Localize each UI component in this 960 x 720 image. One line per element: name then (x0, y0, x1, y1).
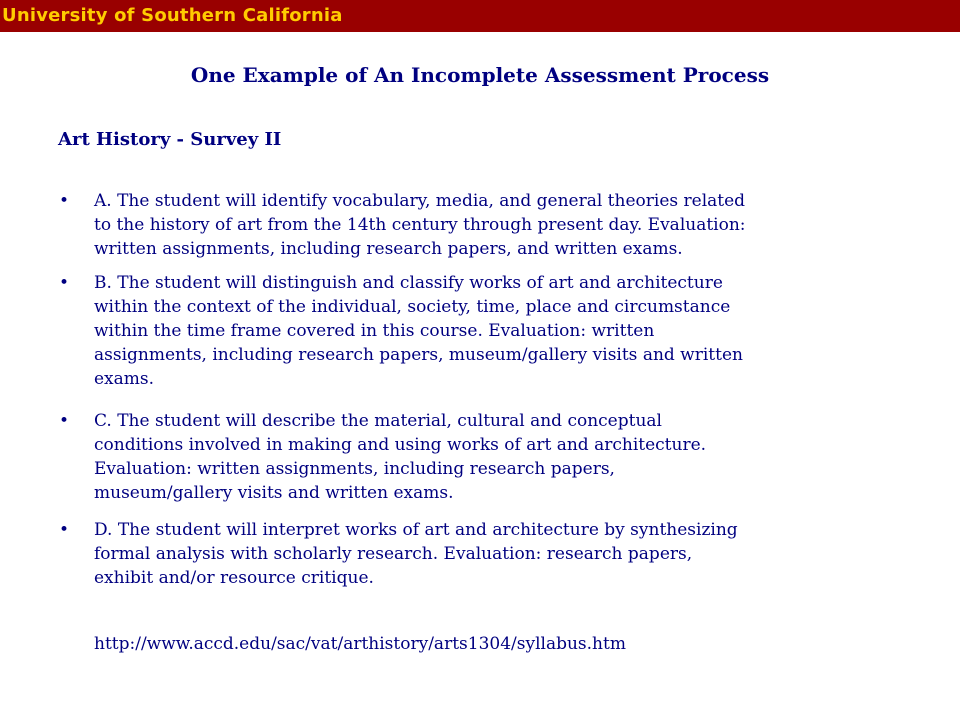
bullet-line: formal analysis with scholarly research. Evaluation: research papers, (94, 544, 693, 564)
syllabus-url: http://www.accd.edu/sac/vat/arthistory/arts1304/syllabus.htm (94, 634, 626, 654)
usc-logo: University of Southern California (2, 5, 343, 26)
bullet-text (94, 271, 919, 391)
bullet-line: written assignments, including research papers, and written exams. (94, 239, 683, 259)
bullet-line: Evaluation: written assignments, including research papers, (94, 459, 615, 479)
bullet-line: B. The student will distinguish and classify works of art and architecture (94, 273, 723, 293)
bullet-line: D. The student will interpret works of art and architecture by synthesizing (94, 520, 738, 540)
bullet-line: C. The student will describe the material, cultural and conceptual (94, 411, 662, 431)
bullet-text (94, 518, 919, 590)
bullet-icon: • (59, 273, 70, 293)
bullet-icon: • (59, 191, 70, 211)
bullet-text (94, 189, 919, 261)
bullet-line: exams. (94, 369, 155, 389)
bullet-line: conditions involved in making and using works of art and architecture. (94, 435, 707, 455)
bullet-icon: • (59, 411, 70, 431)
bullet-line: exhibit and/or resource critique. (94, 568, 374, 588)
bullet-line: assignments, including research papers, museum/gallery visits and written (94, 345, 743, 365)
bullet-text (94, 409, 919, 505)
bullet-line: within the context of the individual, society, time, place and circumstance (94, 297, 731, 317)
bullet-line: to the history of art from the 14th century through present day. Evaluation: (94, 215, 746, 235)
bullet-line: within the time frame covered in this course. Evaluation: written (94, 321, 655, 341)
bullet-line: museum/gallery visits and written exams. (94, 483, 454, 503)
header-banner (0, 0, 960, 32)
bullet-line: A. The student will identify vocabulary, media, and general theories related (94, 191, 746, 211)
slide-title: One Example of An Incomplete Assessment Process (190, 63, 770, 87)
bullet-icon: • (59, 520, 70, 540)
course-subtitle: Art History - Survey II (58, 129, 282, 150)
